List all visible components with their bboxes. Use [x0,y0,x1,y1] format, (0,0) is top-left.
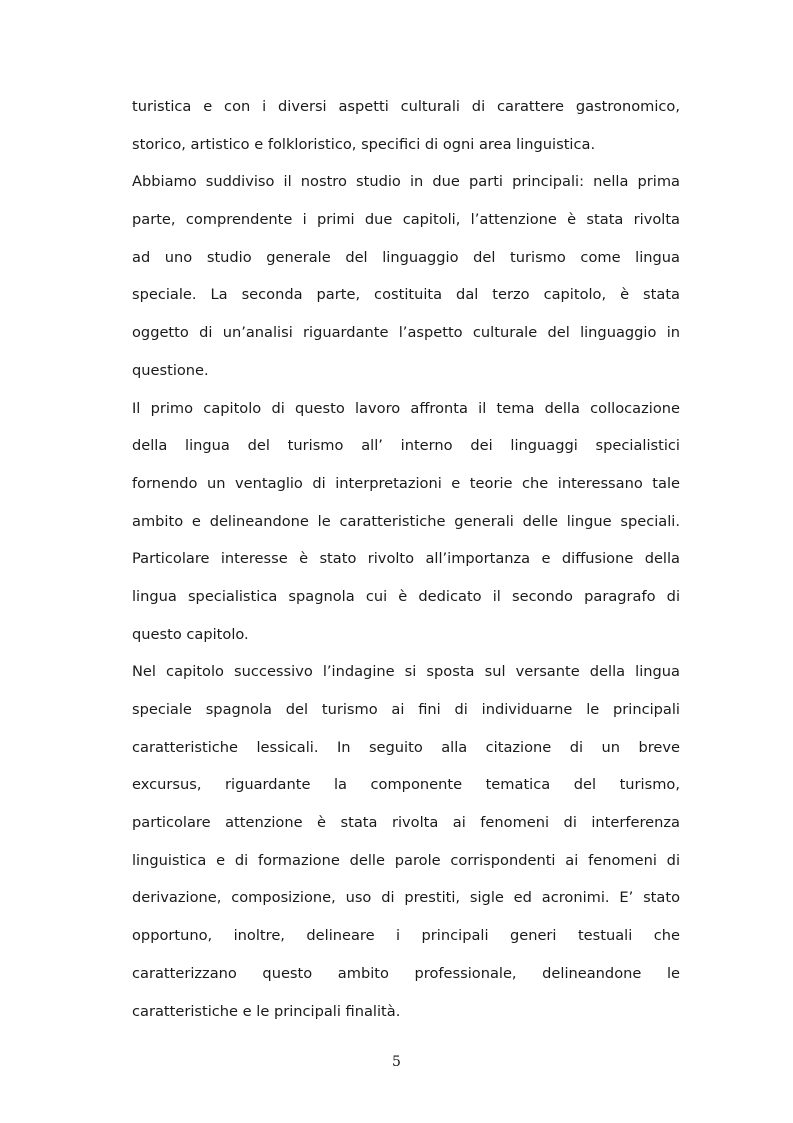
text-line: caratteristiche lessicali. In seguito alla citazione di un breve [132,738,680,756]
text-line: della lingua del turismo all’ interno dei linguaggi specialistici [132,437,680,455]
text-line: Abbiamo suddiviso il nostro studio in due parti principali: nella prima [132,173,680,191]
text-line: storico, artistico e folkloristico, specifici di ogni area linguistica. [132,135,596,153]
text-line: particolare attenzione è stata rivolta ai fenomeni di interferenza [132,814,680,832]
text-line: caratterizzano questo ambito professionale, delineandone le [132,964,680,982]
text-line: ad uno studio generale del linguaggio del turismo come lingua [132,248,680,266]
text-line: oggetto di un’analisi riguardante l’aspetto culturale del linguaggio in [132,324,680,342]
text-line: Particolare interesse è stato rivolto all’importanza e diffusione della [132,550,680,568]
body-text [132,88,680,1030]
text-line: turistica e con i diversi aspetti culturali di carattere gastronomico, [132,98,680,115]
text-line: caratteristiche e le principali finalità. [132,1002,401,1020]
text-line: questo capitolo. [132,625,249,643]
text-line: derivazione, composizione, uso di prestiti, sigle ed acronimi. E’ stato [132,889,680,907]
text-line: parte, comprendente i primi due capitoli, l’attenzione è stata rivolta [132,211,680,229]
text-line: Il primo capitolo di questo lavoro affronta il tema della collocazione [132,399,680,417]
text-line: ambito e delineandone le caratteristiche generali delle lingue speciali. [132,512,680,530]
text-line: lingua specialistica spagnola cui è dedicato il secondo paragrafo di [132,587,680,605]
page-number: 5 [392,1054,401,1070]
text-line: fornendo un ventaglio di interpretazioni e teorie che interessano tale [132,474,680,492]
text-line: excursus, riguardante la componente tematica del turismo, [132,776,680,794]
text-line: opportuno, inoltre, delineare i principali generi testuali che [132,927,680,945]
text-line: questione. [132,361,209,379]
text-line: speciale. La seconda parte, costituita dal terzo capitolo, è stata [132,286,680,304]
text-line: linguistica e di formazione delle parole corrispondenti ai fenomeni di [132,851,680,869]
text-line: Nel capitolo successivo l’indagine si sposta sul versante della lingua [132,663,680,681]
text-line: speciale spagnola del turismo ai fini di individuarne le principali [132,701,680,718]
